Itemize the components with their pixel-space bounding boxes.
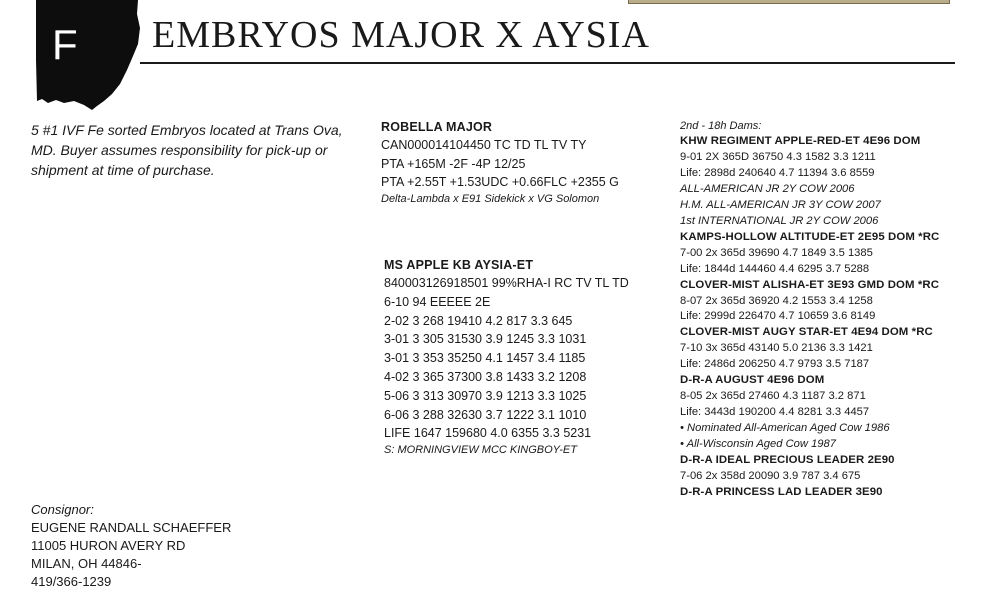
consignor-block [31,501,231,591]
maternal-dams-block [680,119,939,501]
consignor-phone: 419/366-1239 [31,574,112,589]
dam-record-row: 5-06 3 313 30970 3.9 1213 3.3 1025 [384,388,587,403]
dam-record-row: 4-02 3 365 37300 3.8 1433 3.2 1208 [384,369,587,384]
dam-award: • All-Wisconsin Aged Cow 1987 [680,438,836,451]
dam-record-row: 2-02 3 268 19410 4.2 817 3.3 645 [384,313,573,328]
dam-ancestor-name: D-R-A PRINCESS LAD LEADER 3E90 [680,485,883,498]
consignor-street: 11005 HURON AVERY RD [31,538,186,553]
dam-award: 1st INTERNATIONAL JR 2Y COW 2006 [680,214,879,227]
dam-name: MS APPLE KB AYSIA-ET [384,258,534,272]
dam-ancestor-name: KHW REGIMENT APPLE-RED-ET 4E96 DOM [680,135,921,147]
dam-record-row: 6-06 3 288 32630 3.7 1222 3.1 1010 [384,407,587,422]
dam-ancestor-record: 8-07 2x 365d 36920 4.2 1553 3.4 1258 [680,294,873,307]
sire-pedigree: Delta-Lambda x E91 Sidekick x VG Solomon [381,192,600,205]
dam-ancestor-record: 9-01 2X 365D 36750 4.3 1582 3.3 1211 [680,150,876,163]
dam-classification: 6-10 94 EEEEE 2E [384,294,491,309]
dam-award: • Nominated All-American Aged Cow 1986 [680,422,890,435]
ohio-state-icon [34,0,144,110]
dam-ancestor-name: KAMPS-HOLLOW ALTITUDE-ET 2E95 DOM *RC [680,230,940,243]
dam-ancestor-record: 7-00 2x 365d 39690 4.7 1849 3.5 1385 [680,246,873,259]
dam-ancestor-name: CLOVER-MIST AUGY STAR-ET 4E94 DOM *RC [680,326,933,339]
consignor-label: Consignor: [31,502,94,517]
dam-ancestor-record: 8-05 2x 365d 27460 4.3 1187 3.2 871 [680,390,866,403]
sire-block [381,119,619,207]
sire-registration: CAN000014104450 TC TD TL TV TY [381,138,587,152]
dam-ancestor-record: Life: 2999d 226470 4.7 10659 3.6 8149 [680,310,876,323]
sire-name: ROBELLA MAJOR [381,120,493,134]
dam-ancestor-record: Life: 1844d 144460 4.4 6295 3.7 5288 [680,262,870,275]
dam-ancestor-record: Life: 2486d 206250 4.7 9793 3.5 7187 [680,358,870,371]
dam-block [384,256,629,458]
dam-ancestor-name: D-R-A AUGUST 4E96 DOM [680,374,825,387]
lot-description: 5 #1 IVF Fe sorted Embryos located at Trans Ova, MD. Buyer assumes responsibility for pick-up or shipment at time of purchase. [31,122,343,178]
top-right-tab [628,0,950,4]
dam-record-row: 3-01 3 305 31530 3.9 1245 3.3 1031 [384,332,587,347]
dam-ancestor-record: Life: 2898d 240640 4.7 11394 3.6 8559 [680,166,875,179]
dam-award: ALL-AMERICAN JR 2Y COW 2006 [680,182,855,195]
lot-title: EMBRYOS MAJOR X AYSIA [152,14,650,56]
dam-lifetime-record: LIFE 1647 159680 4.0 6355 3.3 5231 [384,426,592,441]
dam-registration: 840003126918501 99%RHA-I RC TV TL TD [384,276,629,290]
sire-pta-type: PTA +2.55T +1.53UDC +0.66FLC +2355 G [381,175,619,189]
dam-record-row: 3-01 3 353 35250 4.1 1457 3.4 1185 [384,351,586,366]
dam-sire-note: S: MORNINGVIEW MCC KINGBOY-ET [384,444,577,457]
dam-award: H.M. ALL-AMERICAN JR 3Y COW 2007 [680,198,881,211]
sire-pta-production: PTA +165M -2F -4P 12/25 [381,156,526,171]
lot-letter: F [52,21,78,68]
dam-ancestor-name: CLOVER-MIST ALISHA-ET 3E93 GMD DOM *RC [680,278,940,291]
dam-ancestor-record: Life: 3443d 190200 4.4 8281 3.3 4457 [680,406,870,419]
consignor-name: EUGENE RANDALL SCHAEFFER [31,520,232,535]
title-rule [140,62,955,64]
consignor-city: MILAN, OH 44846- [31,556,142,571]
dam-ancestor-record: 7-10 3x 365d 43140 5.0 2136 3.3 1421 [680,342,873,355]
dam-ancestor-record: 7-06 2x 358d 20090 3.9 787 3.4 675 [680,470,861,483]
dam-ancestor-name: D-R-A IDEAL PRECIOUS LEADER 2E90 [680,454,895,467]
dams-label: 2nd - 18h Dams: [680,120,762,132]
dams-lines [680,134,939,501]
